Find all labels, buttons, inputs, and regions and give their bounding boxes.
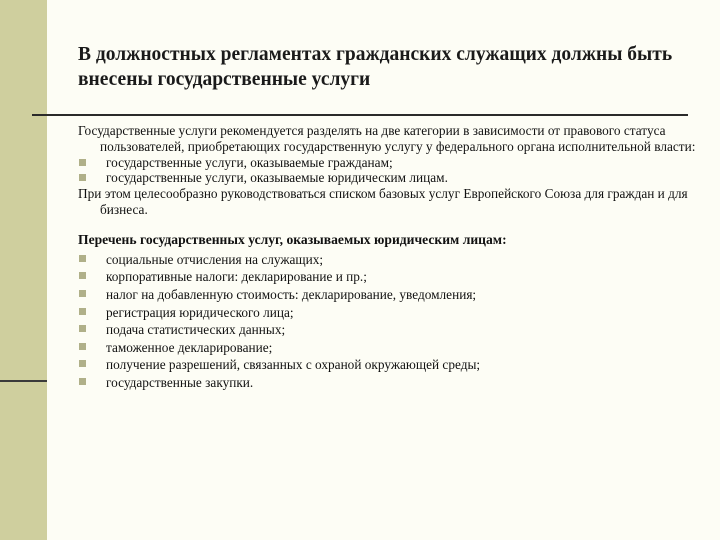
list-item-text: получение разрешений, связанных с охраной окружающей среды; <box>106 357 481 373</box>
list-item-text: подача статистических данных; <box>106 322 286 338</box>
list-item <box>78 251 700 269</box>
slide-title: В должностных регламентах гражданских служащих должны быть внесены государственные услуги <box>78 44 673 90</box>
list-item <box>78 304 700 322</box>
slide-title-area <box>78 42 698 92</box>
list-item <box>78 374 700 392</box>
bullet-square-icon <box>79 325 86 332</box>
list-item-text: таможенное декларирование; <box>106 339 273 355</box>
category-item-text: государственные услуги, оказываемые гражданам; <box>106 154 393 170</box>
bullet-square-icon <box>79 308 86 315</box>
list-heading: Перечень государственных услуг, оказываемых юридическим лицам: <box>78 231 507 247</box>
bullet-square-icon <box>79 159 86 166</box>
left-decorative-bar <box>0 0 47 540</box>
category-item-text: государственные услуги, оказываемые юридическим лицам. <box>106 170 448 186</box>
list-item <box>78 268 700 286</box>
list-item <box>78 286 700 304</box>
categories-list <box>78 155 700 187</box>
list-item-text: социальные отчисления на служащих; <box>106 251 324 267</box>
title-divider <box>32 114 688 116</box>
list-item-text: регистрация юридического лица; <box>106 304 294 320</box>
list-item <box>78 321 700 339</box>
bullet-square-icon <box>79 174 86 181</box>
note-paragraph: При этом целесообразно руководствоваться списком базовых услуг Европейского Союза для граждан и для бизнеса. <box>78 186 688 217</box>
list-item <box>78 339 700 357</box>
list-item-text: государственные закупки. <box>106 374 254 390</box>
category-item <box>78 170 700 186</box>
bullet-square-icon <box>79 343 86 350</box>
services-list <box>78 251 700 392</box>
slide-body <box>78 123 700 392</box>
list-item <box>78 356 700 374</box>
bullet-square-icon <box>79 360 86 367</box>
list-item-text: корпоративные налоги: декларирование и пр.; <box>106 269 367 285</box>
left-bar-divider <box>0 380 47 382</box>
bullet-square-icon <box>79 290 86 297</box>
bullet-square-icon <box>79 255 86 262</box>
category-item <box>78 155 700 171</box>
intro-paragraph: Государственные услуги рекомендуется разделять на две категории в зависимости от правового статуса пользователей, приобретающих государственную услугу у федерального органа исполнительной власти: <box>78 123 696 154</box>
bullet-square-icon <box>79 378 86 385</box>
list-item-text: налог на добавленную стоимость: декларирование, уведомления; <box>106 286 477 302</box>
bullet-square-icon <box>79 272 86 279</box>
